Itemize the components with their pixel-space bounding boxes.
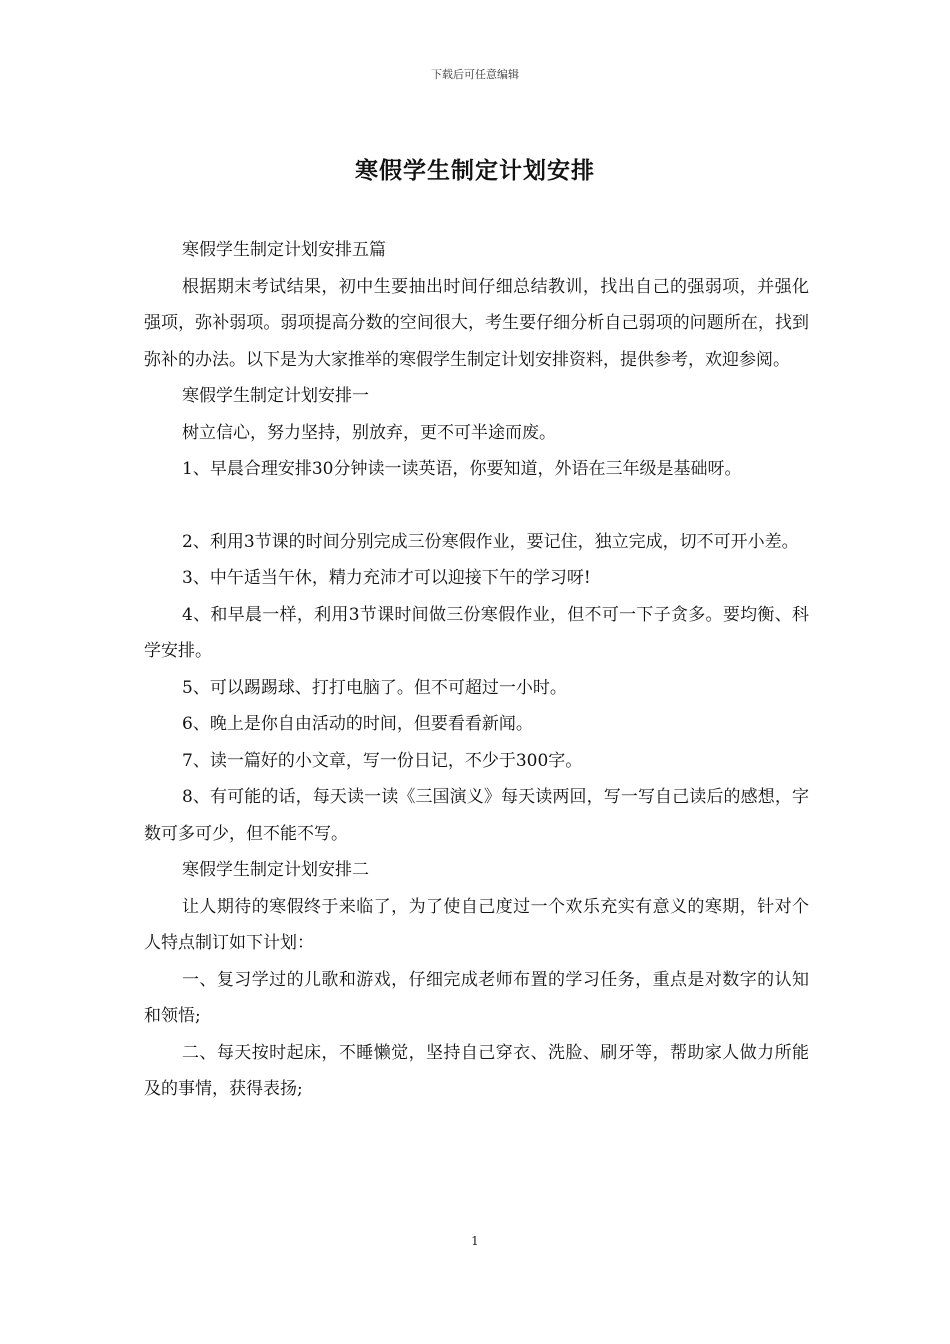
- blank-line: [144, 488, 809, 524]
- paragraph: 树立信心，努力坚持，别放弃，更不可半途而废。: [182, 422, 556, 443]
- paragraph: 8、有可能的话，每天读一读《三国演义》每天读两回，写一写自己读后的感想，字数可多可少，但不能不写。: [144, 787, 809, 844]
- page-number: 1: [471, 1234, 479, 1248]
- paragraph: 3、中午适当午休，精力充沛才可以迎接下午的学习呀!: [182, 568, 591, 588]
- header-note: 下载后可任意编辑: [431, 68, 519, 81]
- paragraph: 让人期待的寒假终于来临了，为了使自己度过一个欢乐充实有意义的寒期，针对个人特点制订如下计划：: [144, 896, 809, 953]
- paragraph: 根据期末考试结果，初中生要抽出时间仔细总结教训，找出自己的强弱项，并强化强项，弥补弱项。弱项提高分数的空间很大，考生要仔细分析自己弱项的问题所在，找到弥补的办法。以下是为大家推举的寒假学生制定计划安排资料，提供参考，欢迎参阅。: [144, 276, 809, 370]
- paragraph: 寒假学生制定计划安排五篇: [182, 240, 386, 260]
- paragraph: 寒假学生制定计划安排二: [182, 860, 369, 880]
- paragraph: 二、每天按时起床，不睡懒觉，坚持自己穿衣、洗脸、刷牙等，帮助家人做力所能及的事情，获得表扬;: [144, 1042, 809, 1099]
- paragraph: 寒假学生制定计划安排一: [182, 386, 369, 406]
- document-body: [144, 232, 809, 1108]
- paragraph: 2、利用3节课的时间分别完成三份寒假作业，要记住，独立完成，切不可开小差。: [182, 531, 799, 552]
- paragraph: 6、晚上是你自由活动的时间，但要看看新闻。: [182, 714, 533, 734]
- paragraph: 4、和早晨一样，利用3节课时间做三份寒假作业，但不可一下子贪多。要均衡、科学安排。: [144, 604, 809, 661]
- paragraph: 一、复习学过的儿歌和游戏，仔细完成老师布置的学习任务，重点是对数字的认知和领悟;: [144, 969, 809, 1026]
- paragraph: 5、可以踢踢球、打打电脑了。但不可超过一小时。: [182, 677, 567, 698]
- document-title: 寒假学生制定计划安排: [355, 158, 595, 184]
- paragraph: 7、读一篇好的小文章，写一份日记，不少于300字。: [182, 750, 583, 771]
- paragraph: 1、早晨合理安排30分钟读一读英语，你要知道，外语在三年级是基础呀。: [182, 459, 742, 479]
